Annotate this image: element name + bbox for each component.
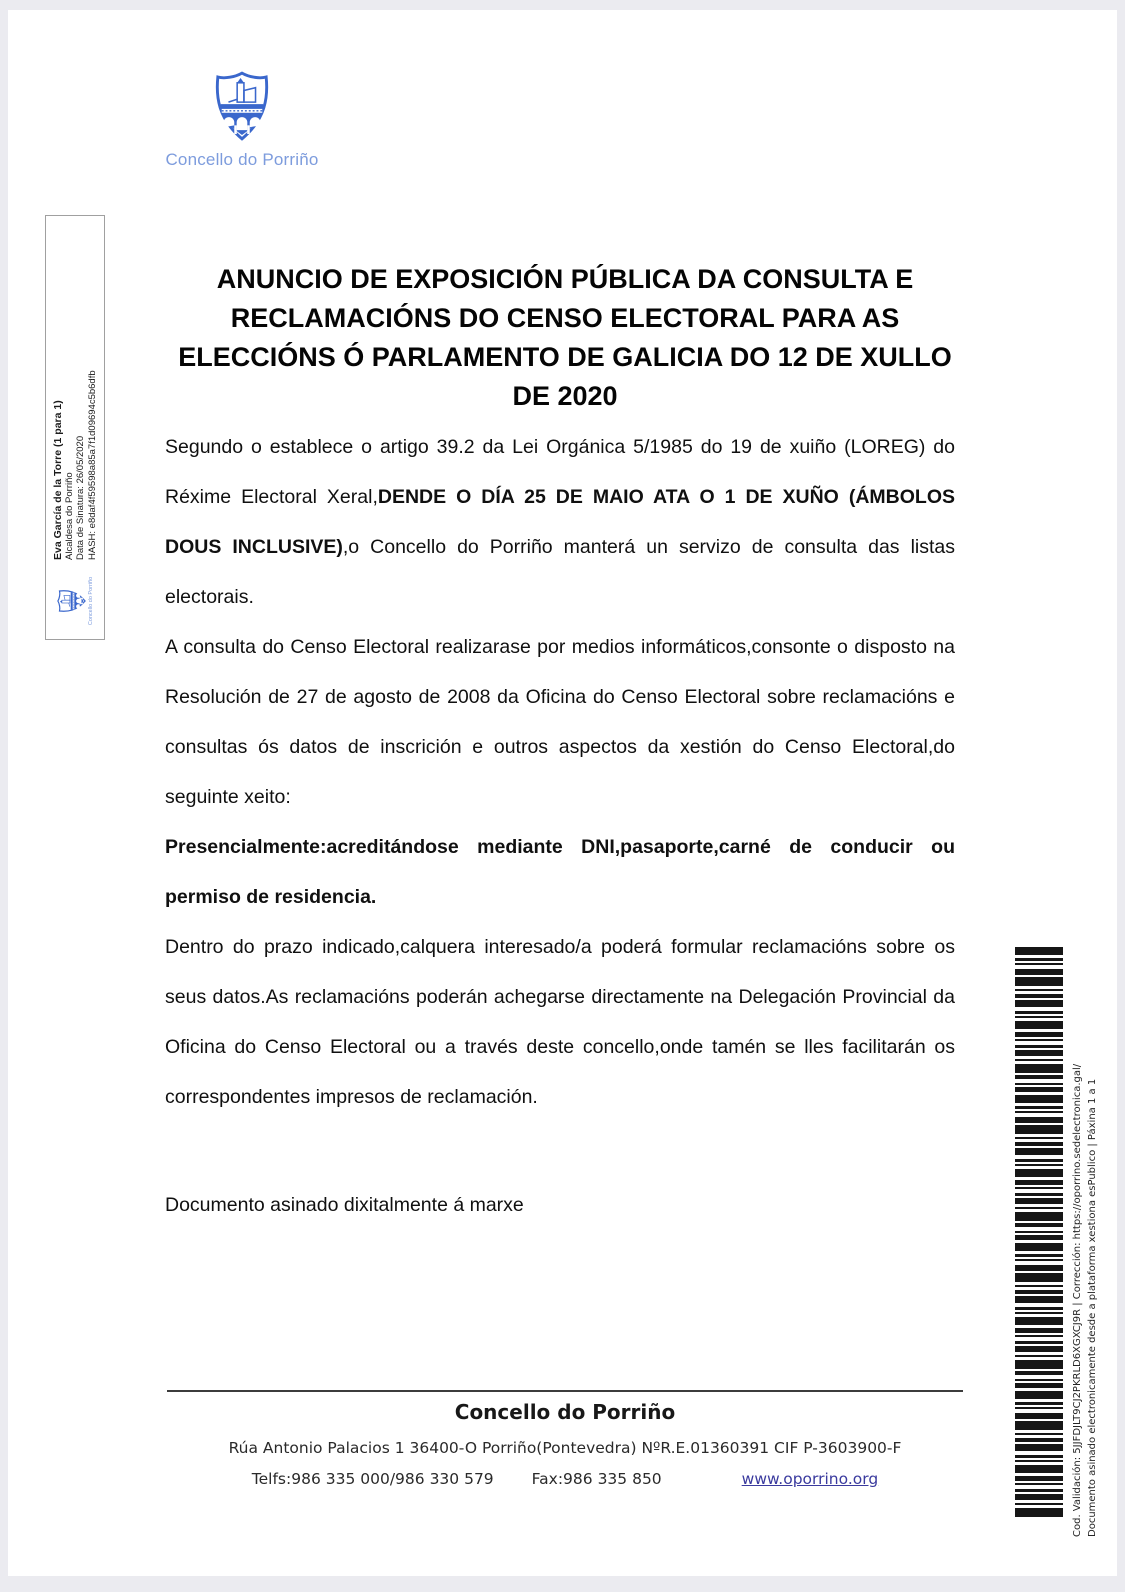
footer-address: Rúa Antonio Palacios 1 36400-O Porriño(Pontevedra) NºR.E.01360391 CIF P-3603900-F (228, 1439, 902, 1457)
footer (167, 1390, 963, 1488)
paragraph-claims: Dentro do prazo indicado,calquera interesado/a poderá formular reclamacións sobre os seus datos.As reclamacións poderán achegarse directamente na Delegación Provincial da Oficina do Censo Electoral ou a través deste concello,onde tamén se lles facilitarán os correspondentes impresos de reclamación. (165, 936, 955, 1108)
footer-contact-line (167, 1470, 963, 1488)
validation-margin (1015, 935, 1111, 1540)
document-body (165, 422, 955, 1230)
footer-fax: Fax:986 335 850 (531, 1470, 662, 1488)
signature-hash: HASH: e8daf4f59598a85a7f1d09694c5b6dfb (86, 370, 98, 560)
signature-details (52, 370, 99, 560)
signer-name: Eva García de la Torre (1 para 1) (51, 400, 64, 560)
paragraph-legal-basis (165, 422, 955, 622)
signature-note: Documento asinado dixitalmente á marxe (165, 1194, 524, 1216)
signature-rotated-block (48, 221, 102, 633)
footer-phones: Telfs:986 335 000/986 330 579 (251, 1470, 494, 1488)
signature-date: Data de Sinatura: 26/05/2020 (75, 435, 87, 560)
municipal-shield-icon (56, 589, 87, 613)
signer-role: Alcaldesa do Porriño (63, 472, 75, 560)
document-title: ANUNCIO DE EXPOSICIÓN PÚBLICA DA CONSULTA E RECLAMACIÓNS DO CENSO ELECTORAL PARA AS ELECCIÓNS Ó PARLAMENTO DE GALICIA DO 12 DE XULLO DE 2020 (178, 264, 952, 411)
platform-line: Documento asinado electronicamente desde a plataforma xestiona esPublico | Páxina 1 a 1 (1086, 1078, 1098, 1537)
paragraph-text: ,o Concello do Porriño manterá un servizo de consulta das listas electorais. (165, 536, 955, 608)
validation-barcode (1015, 947, 1063, 1519)
digital-signature-box (45, 215, 105, 640)
paragraph-text: Segundo o establece o artigo 39.2 da Lei Orgánica 5/1985 do 19 de xuiño (LOREG) do Réxime Electoral Xeral, (165, 436, 955, 508)
header-logo-wordmark: Concello do Porriño (165, 150, 319, 169)
signature-mini-logo (56, 569, 94, 633)
signature-mini-logo-label: Concello do Porriño (88, 576, 94, 626)
paragraph-consultation-method: A consulta do Censo Electoral realizarase por medios informáticos,consonte o disposto na Resolución de 27 de agosto de 2008 da Oficina do Censo Electoral sobre reclamacións e consultas ós datos de inscrición e outros aspectos da xestión do Censo Electoral,do seguinte xeito: (165, 636, 955, 808)
footer-website-link[interactable]: www.oporrino.org (741, 1470, 879, 1488)
validation-code-line: Cod. Validación: 5JJFDJLT9CJ2PKRLD6XGXCJ9R | Corrección: https://oporrino.sedelectronica.gal/ (1072, 1063, 1083, 1537)
paragraph-in-person (165, 822, 955, 922)
municipal-shield-icon (213, 68, 271, 144)
paragraph-bold-dates: DENDE O DÍA 25 DE MAIO ATA O 1 DE XUÑO (ÁMBOLOS DOUS INCLUSIVE) (165, 486, 955, 558)
document-page (8, 10, 1117, 1576)
validation-rotated-text (1071, 1035, 1103, 1537)
paragraph-bold-in-person: Presencialmente:acreditándose mediante DNI,pasaporte,carné de conducir ou permiso de residencia. (165, 836, 955, 908)
footer-org-name: Concello do Porriño (454, 1400, 676, 1424)
header-logo (162, 68, 322, 170)
